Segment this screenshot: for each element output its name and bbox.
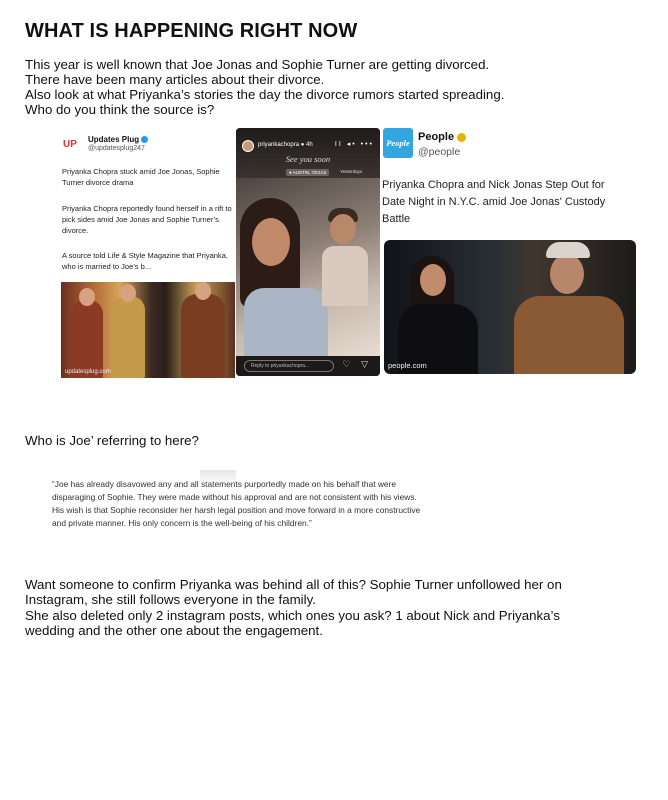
people-account-name: People xyxy=(418,131,466,143)
tweet-account-handle: @updatesplug247 xyxy=(88,145,145,152)
intro-line: Also look at what Priyanka’s stories the day the divorce rumors started spreading. xyxy=(25,87,505,102)
story-sticker: Yesterdays xyxy=(340,169,363,174)
headline-line: Battle xyxy=(382,213,411,225)
story-footer xyxy=(236,356,380,376)
quote-line: disparaging of Sophie. They were made without his approval and are not consistent with his views. xyxy=(52,492,417,502)
intro-line: This year is well known that Joe Jonas and Sophie Turner are getting divorced. xyxy=(25,57,490,72)
story-location-sticker: ● AUSTIN, TEXAS xyxy=(286,169,329,176)
people-headline xyxy=(382,177,638,228)
story-username: priyankachopra ● 4h xyxy=(258,142,313,148)
story-caption: See you soon xyxy=(285,154,331,164)
headline-line: Priyanka Chopra and Nick Jonas Step Out for xyxy=(382,179,605,191)
story-header xyxy=(236,128,380,178)
svg-text:UP: UP xyxy=(63,139,77,150)
people-photo-source: people.com xyxy=(388,361,427,370)
quote-line: and private manner. His only concern is the well-being of his children.” xyxy=(52,518,312,528)
outro-line: wedding and the other one about the engagement. xyxy=(25,622,323,638)
updates-plug-tweet xyxy=(55,126,235,378)
verified-badge-icon xyxy=(457,133,466,142)
story-controls: II ◂• ••• xyxy=(334,141,374,148)
intro-line: Who do you think the source is? xyxy=(25,102,215,117)
outro-line: She also deleted only 2 instagram posts, which ones you ask? 1 about Nick and Priyanka’s xyxy=(25,607,560,623)
tweet-account-name: Updates Plug xyxy=(88,135,148,144)
question-text: Who is Joe’ referring to here? xyxy=(25,433,199,448)
tweet-paragraph: Priyanka Chopra stuck amid Joe Jonas, Sophie Turner divorce drama xyxy=(62,167,220,187)
intro-line: There have been many articles about their divorce. xyxy=(25,72,325,87)
page-title: WHAT IS HAPPENING RIGHT NOW xyxy=(25,20,358,42)
instagram-story xyxy=(236,128,380,376)
outro-line: Want someone to confirm Priyanka was behind all of this? Sophie Turner unfollowed her on xyxy=(25,577,562,592)
joe-statement-quote xyxy=(52,478,522,530)
quote-line: “Joe has already disavowed any and all statements purportedly made on his behalf that were xyxy=(52,479,397,489)
story-photo xyxy=(236,178,380,356)
people-photo xyxy=(384,240,636,374)
tweet-paragraph: A source told Life & Style Magazine that Priyanka, who is married to Joe’s b... xyxy=(62,251,228,271)
tweet-paragraph: Priyanka Chopra reportedly found herself in a rift to pick sides amid Joe Jonas and Sophie Turner’s divorce. xyxy=(62,204,232,235)
intro-text xyxy=(25,57,645,117)
outro-text xyxy=(25,577,645,638)
verified-badge-icon xyxy=(141,136,148,143)
people-logo: People xyxy=(383,128,413,158)
heart-send-icons: ♡ ▽ xyxy=(342,359,372,369)
people-account-handle: @people xyxy=(418,146,461,158)
story-reply-field: Reply to priyankachopra... xyxy=(244,360,334,372)
tweet-photo xyxy=(61,282,235,378)
avatar xyxy=(242,140,254,152)
outro-line: Instagram, she still follows everyone in the family. xyxy=(25,592,316,608)
headline-line: Date Night in N.Y.C. amid Joe Jonas' Custody xyxy=(382,196,606,208)
updates-plug-logo xyxy=(62,136,82,150)
people-tweet xyxy=(382,126,638,376)
quote-line: His wish is that Sophie reconsider her harsh legal position and move forward in a more constructive xyxy=(52,505,421,515)
tweet-photo-watermark: updatesplug.com xyxy=(65,369,111,375)
